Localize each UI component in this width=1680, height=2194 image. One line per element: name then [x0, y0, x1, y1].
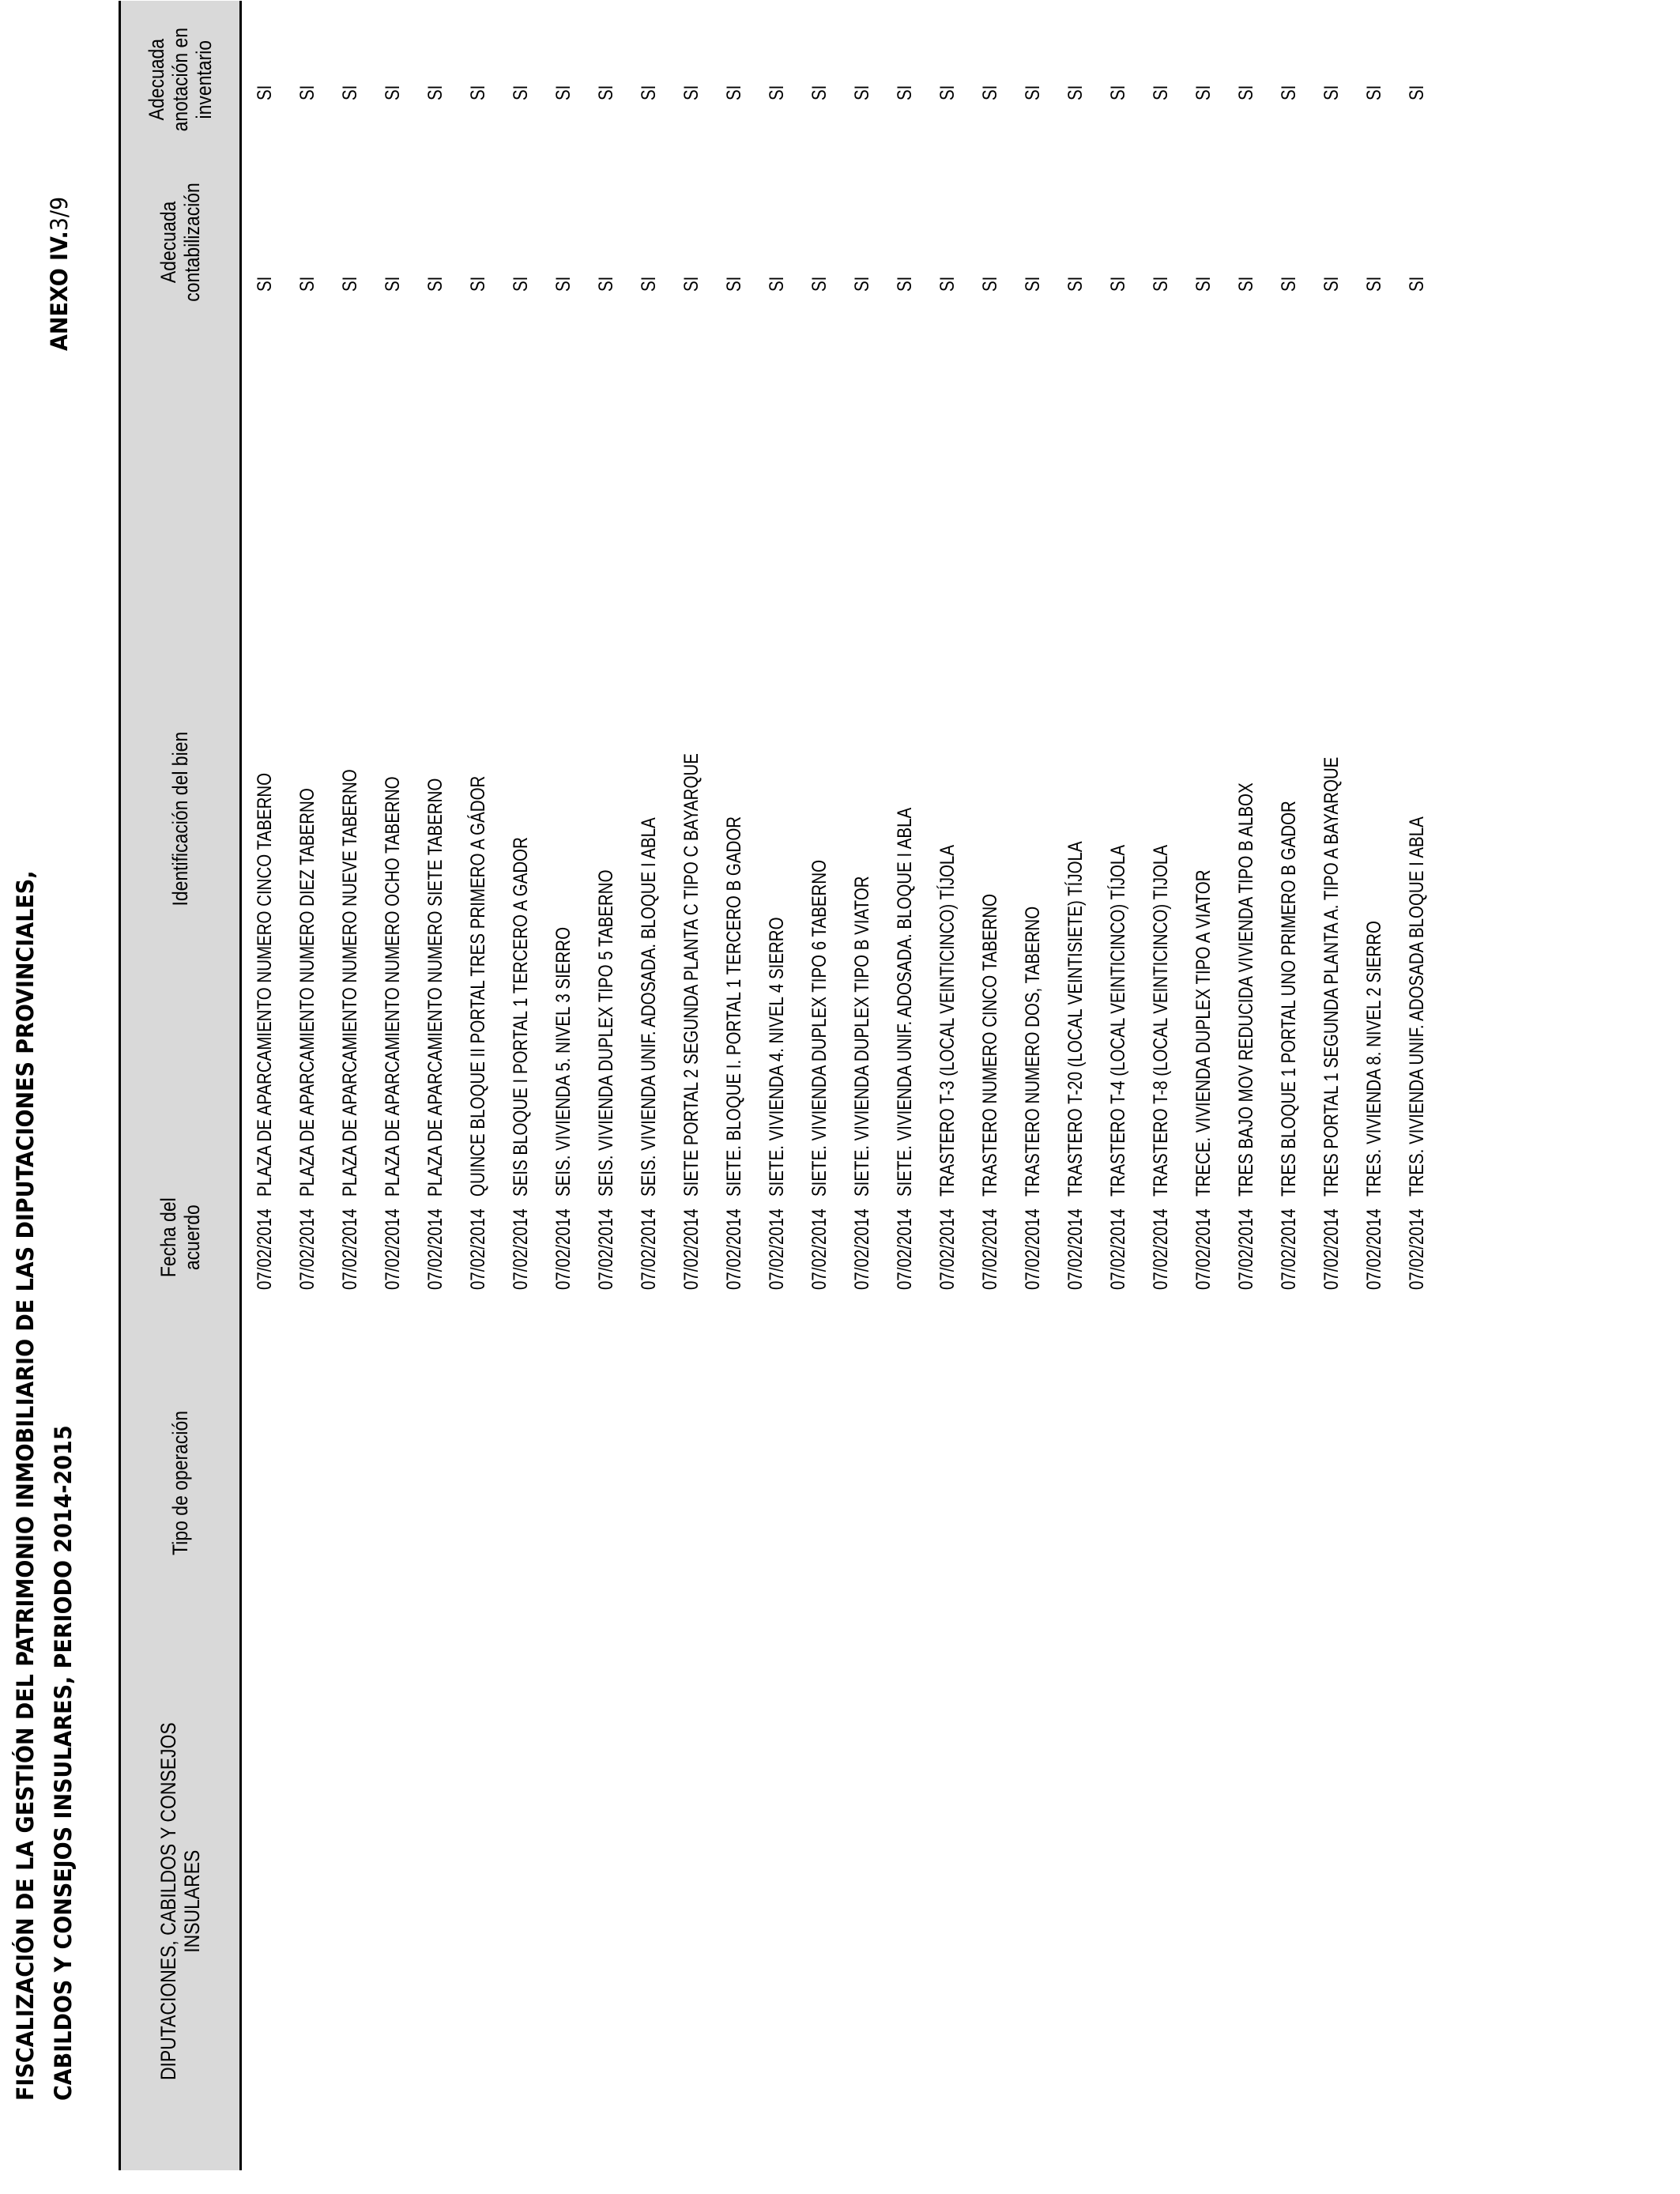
cell-identificacion: TRASTERO NUMERO CINCO TABERNO: [979, 893, 1001, 1197]
cell-contabilizacion: SI: [979, 276, 1001, 292]
cell-inventario: SI: [1278, 85, 1300, 100]
cell-contabilizacion: SI: [382, 276, 404, 292]
cell-fecha: 07/02/2014: [254, 1208, 276, 1290]
cell-fecha: 07/02/2014: [467, 1208, 489, 1290]
table-row: [585, 0, 627, 2194]
table-row: [1182, 0, 1225, 2194]
table-row: [713, 0, 755, 2194]
table-row: [1011, 0, 1054, 2194]
header-inventario-line2: anotación en: [168, 28, 192, 132]
cell-inventario: SI: [510, 85, 532, 100]
cell-inventario: SI: [1320, 85, 1343, 100]
table-row: [1353, 0, 1396, 2194]
cell-contabilizacion: SI: [1022, 276, 1044, 292]
cell-fecha: 07/02/2014: [1064, 1208, 1087, 1290]
cell-inventario: SI: [1235, 85, 1257, 100]
cell-contabilizacion: SI: [595, 276, 617, 292]
cell-inventario: SI: [595, 85, 617, 100]
cell-fecha: 07/02/2014: [766, 1208, 788, 1290]
cell-identificacion: PLAZA DE APARCAMIENTO NUMERO NUEVE TABERNO: [339, 769, 361, 1197]
cell-contabilizacion: SI: [1363, 276, 1385, 292]
header-tipo-operacion: [119, 1340, 242, 1625]
cell-contabilizacion: SI: [339, 276, 361, 292]
table-row: [627, 0, 670, 2194]
cell-contabilizacion: SI: [254, 276, 276, 292]
cell-fecha: 07/02/2014: [1278, 1208, 1300, 1290]
cell-inventario: SI: [723, 85, 745, 100]
table-body: [243, 0, 1438, 2194]
cell-inventario: SI: [936, 85, 959, 100]
annex-page: 3/9: [46, 196, 73, 232]
cell-inventario: SI: [339, 85, 361, 100]
cell-fecha: 07/02/2014: [595, 1208, 617, 1290]
cell-inventario: SI: [894, 85, 916, 100]
cell-inventario: SI: [1064, 85, 1087, 100]
cell-fecha: 07/02/2014: [1235, 1208, 1257, 1290]
cell-identificacion: TRES. VIVIENDA UNIF. ADOSADA BLOQUE I ABLA: [1406, 816, 1428, 1197]
cell-identificacion: SEIS BLOQUE I PORTAL 1 TERCERO A GADOR: [510, 837, 532, 1197]
cell-identificacion: TRASTERO T-20 (LOCAL VEINTISIETE) TÍJOLA: [1064, 841, 1087, 1197]
cell-inventario: SI: [1192, 85, 1215, 100]
cell-fecha: 07/02/2014: [1320, 1208, 1343, 1290]
cell-identificacion: TRASTERO T-3 (LOCAL VEINTICINCO) TÍJOLA: [936, 844, 959, 1197]
cell-contabilizacion: SI: [1192, 276, 1215, 292]
cell-inventario: SI: [424, 85, 446, 100]
cell-fecha: 07/02/2014: [936, 1208, 959, 1290]
cell-identificacion: QUINCE BLOQUE II PORTAL TRES PRIMERO A GÁDOR: [467, 775, 489, 1197]
cell-identificacion: TRES. VIVIENDA 8. NIVEL 2 SIERRO: [1363, 921, 1385, 1197]
cell-identificacion: TRASTERO T-8 (LOCAL VEINTICINCO) TIJOLA: [1150, 844, 1172, 1197]
table-row: [499, 0, 542, 2194]
title-line-2: CABILDOS Y CONSEJOS INSULARES, PERIODO 2014-2015: [50, 1425, 77, 2101]
cell-fecha: 07/02/2014: [339, 1208, 361, 1290]
document-title: [6, 871, 82, 2101]
header-fecha: [119, 1159, 242, 1317]
table-row: [1268, 0, 1310, 2194]
cell-fecha: 07/02/2014: [723, 1208, 745, 1290]
header-diputaciones-line2: INSULARES: [180, 1849, 204, 1954]
table-row: [755, 0, 798, 2194]
table-row: [542, 0, 585, 2194]
cell-contabilizacion: SI: [1150, 276, 1172, 292]
cell-inventario: SI: [296, 85, 318, 100]
cell-identificacion: SIETE. VIVIENDA DUPLEX TIPO B VIATOR: [851, 876, 873, 1197]
cell-identificacion: TRASTERO T-4 (LOCAL VEINTICINCO) TÍJOLA: [1107, 844, 1129, 1197]
cell-identificacion: TRASTERO NUMERO DOS, TABERNO: [1022, 906, 1044, 1197]
table-row: [457, 0, 499, 2194]
header-tipo-label: Tipo de operación: [168, 1410, 192, 1555]
cell-inventario: SI: [680, 85, 703, 100]
table-row: [371, 0, 414, 2194]
cell-fecha: 07/02/2014: [424, 1208, 446, 1290]
cell-inventario: SI: [808, 85, 831, 100]
header-fecha-line1: Fecha del: [156, 1197, 180, 1278]
table-row: [969, 0, 1011, 2194]
table-row: [1396, 0, 1438, 2194]
table-row: [1097, 0, 1139, 2194]
cell-fecha: 07/02/2014: [808, 1208, 831, 1290]
cell-fecha: 07/02/2014: [1363, 1208, 1385, 1290]
header-diputaciones-line1: DIPUTACIONES, CABILDOS Y CONSEJOS: [156, 1722, 180, 2081]
cell-fecha: 07/02/2014: [552, 1208, 574, 1290]
header-identificacion-label: Identificación del bien: [168, 731, 192, 907]
cell-inventario: SI: [638, 85, 660, 100]
cell-identificacion: SEIS. VIVIENDA 5. NIVEL 3 SIERRO: [552, 926, 574, 1197]
table-row: [1310, 0, 1353, 2194]
cell-inventario: SI: [1107, 85, 1129, 100]
cell-inventario: SI: [382, 85, 404, 100]
cell-contabilizacion: SI: [851, 276, 873, 292]
cell-identificacion: TRES BAJO MOV REDUCIDA VIVIENDA TIPO B ALBOX: [1235, 782, 1257, 1197]
cell-identificacion: TRES PORTAL 1 SEGUNDA PLANTA A. TIPO A BAYARQUE: [1320, 756, 1343, 1197]
cell-contabilizacion: SI: [936, 276, 959, 292]
cell-identificacion: SIETE PORTAL 2 SEGUNDA PLANTA C TIPO C BAYARQUE: [680, 753, 703, 1197]
table-row: [329, 0, 371, 2194]
cell-fecha: 07/02/2014: [851, 1208, 873, 1290]
title-line-1: FISCALIZACIÓN DE LA GESTIÓN DEL PATRIMONIO INMOBILIARIO DE LAS DIPUTACIONES PROVINCIALES,: [12, 870, 39, 2101]
cell-contabilizacion: SI: [638, 276, 660, 292]
table-row: [798, 0, 841, 2194]
cell-inventario: SI: [552, 85, 574, 100]
cell-contabilizacion: SI: [296, 276, 318, 292]
header-inventario: [119, 5, 242, 155]
table-row: [286, 0, 329, 2194]
cell-inventario: SI: [1150, 85, 1172, 100]
cell-fecha: 07/02/2014: [1406, 1208, 1428, 1290]
cell-identificacion: SIETE. BLOQUE I. PORTAL 1 TERCERO B GADOR: [723, 816, 745, 1197]
cell-fecha: 07/02/2014: [1022, 1208, 1044, 1290]
cell-contabilizacion: SI: [424, 276, 446, 292]
cell-fecha: 07/02/2014: [638, 1208, 660, 1290]
cell-fecha: 07/02/2014: [894, 1208, 916, 1290]
cell-fecha: 07/02/2014: [979, 1208, 1001, 1290]
header-identificacion: [119, 550, 242, 1088]
cell-contabilizacion: SI: [723, 276, 745, 292]
table-row: [1225, 0, 1268, 2194]
cell-contabilizacion: SI: [1064, 276, 1087, 292]
cell-fecha: 07/02/2014: [680, 1208, 703, 1290]
cell-identificacion: SEIS. VIVIENDA UNIF. ADOSADA. BLOQUE I ABLA: [638, 817, 660, 1197]
cell-fecha: 07/02/2014: [382, 1208, 404, 1290]
cell-fecha: 07/02/2014: [510, 1208, 532, 1290]
cell-identificacion: SIETE. VIVIENDA UNIF. ADOSADA. BLOQUE I ABLA: [894, 807, 916, 1197]
cell-contabilizacion: SI: [1278, 276, 1300, 292]
table-row: [1054, 0, 1097, 2194]
cell-contabilizacion: SI: [680, 276, 703, 292]
header-contabilizacion-line1: Adecuada: [156, 201, 180, 283]
header-contabilizacion-line2: contabilización: [180, 182, 204, 302]
cell-inventario: SI: [766, 85, 788, 100]
annex-label: [46, 197, 73, 351]
header-contabilizacion: [119, 147, 242, 337]
cell-inventario: SI: [979, 85, 1001, 100]
table-row: [243, 0, 286, 2194]
cell-identificacion: PLAZA DE APARCAMIENTO NUMERO CINCO TABERNO: [254, 772, 276, 1197]
cell-inventario: SI: [1022, 85, 1044, 100]
cell-identificacion: TRECE. VIVIENDA DUPLEX TIPO A VIATOR: [1192, 869, 1215, 1197]
cell-fecha: 07/02/2014: [1192, 1208, 1215, 1290]
cell-contabilizacion: SI: [808, 276, 831, 292]
header-diputaciones: [119, 1688, 242, 2115]
cell-identificacion: TRES BLOQUE 1 PORTAL UNO PRIMERO B GADOR: [1278, 801, 1300, 1197]
cell-fecha: 07/02/2014: [1107, 1208, 1129, 1290]
cell-identificacion: SEIS. VIVIENDA DUPLEX TIPO 5 TABERNO: [595, 869, 617, 1197]
cell-inventario: SI: [1406, 85, 1428, 100]
cell-contabilizacion: SI: [1406, 276, 1428, 292]
table-row: [926, 0, 969, 2194]
header-fecha-line2: acuerdo: [180, 1204, 204, 1271]
cell-contabilizacion: SI: [1320, 276, 1343, 292]
cell-contabilizacion: SI: [1235, 276, 1257, 292]
cell-identificacion: PLAZA DE APARCAMIENTO NUMERO OCHO TABERNO: [382, 776, 404, 1197]
cell-identificacion: PLAZA DE APARCAMIENTO NUMERO DIEZ TABERNO: [296, 788, 318, 1197]
cell-identificacion: SIETE. VIVIENDA DUPLEX TIPO 6 TABERNO: [808, 859, 831, 1197]
table-row: [1139, 0, 1182, 2194]
table-row: [670, 0, 713, 2194]
cell-identificacion: PLAZA DE APARCAMIENTO NUMERO SIETE TABERNO: [424, 778, 446, 1197]
cell-fecha: 07/02/2014: [296, 1208, 318, 1290]
cell-contabilizacion: SI: [510, 276, 532, 292]
cell-inventario: SI: [1363, 85, 1385, 100]
table-row: [883, 0, 926, 2194]
cell-inventario: SI: [851, 85, 873, 100]
table-row: [414, 0, 457, 2194]
annex-bold: ANEXO IV.: [46, 231, 73, 351]
cell-contabilizacion: SI: [552, 276, 574, 292]
cell-contabilizacion: SI: [894, 276, 916, 292]
cell-contabilizacion: SI: [467, 276, 489, 292]
header-inventario-line3: inventario: [192, 40, 216, 119]
cell-inventario: SI: [254, 85, 276, 100]
cell-contabilizacion: SI: [766, 276, 788, 292]
cell-inventario: SI: [467, 85, 489, 100]
header-inventario-line1: Adecuada: [145, 39, 168, 121]
cell-contabilizacion: SI: [1107, 276, 1129, 292]
cell-identificacion: SIETE. VIVIENDA 4. NIVEL 4 SIERRO: [766, 917, 788, 1197]
table-row: [841, 0, 883, 2194]
cell-fecha: 07/02/2014: [1150, 1208, 1172, 1290]
